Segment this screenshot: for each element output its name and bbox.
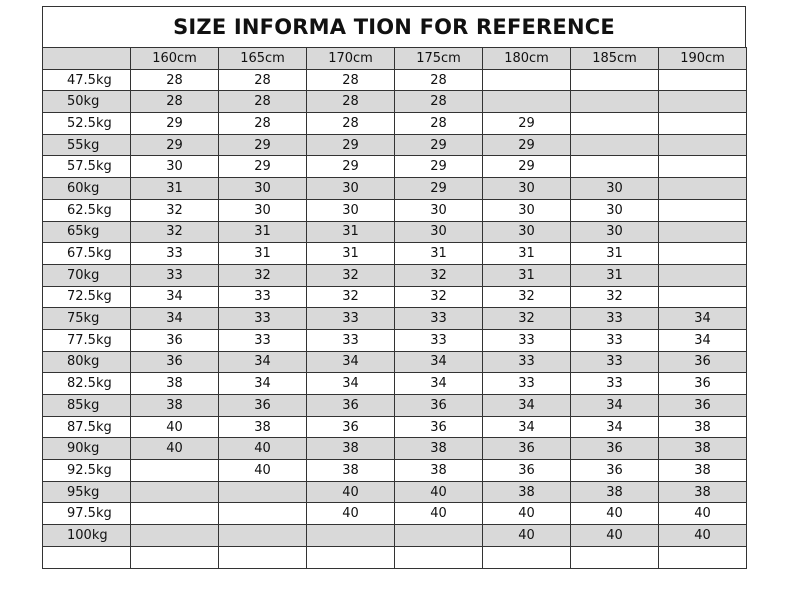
table-row [43, 113, 747, 135]
size-cell: 31 [219, 243, 307, 265]
table-row [43, 373, 747, 395]
table-row [43, 69, 747, 91]
size-cell: 32 [219, 264, 307, 286]
weight-cell: 52.5kg [43, 113, 131, 135]
size-cell: 29 [131, 134, 219, 156]
size-cell: 34 [571, 416, 659, 438]
size-cell [571, 134, 659, 156]
size-cell: 30 [571, 178, 659, 200]
size-cell: 38 [659, 438, 747, 460]
size-cell: 36 [571, 438, 659, 460]
size-cell [571, 113, 659, 135]
size-cell: 30 [571, 199, 659, 221]
size-cell: 34 [131, 286, 219, 308]
size-cell: 29 [395, 156, 483, 178]
size-cell: 28 [395, 69, 483, 91]
table-row [43, 503, 747, 525]
table-row [43, 286, 747, 308]
size-cell [659, 134, 747, 156]
size-cell: 30 [571, 221, 659, 243]
column-header: 180cm [483, 48, 571, 70]
size-cell: 28 [131, 69, 219, 91]
size-cell: 34 [307, 351, 395, 373]
size-cell: 28 [395, 113, 483, 135]
size-cell: 40 [571, 503, 659, 525]
size-cell: 32 [307, 286, 395, 308]
size-cell [571, 156, 659, 178]
size-cell: 33 [483, 329, 571, 351]
size-cell: 31 [219, 221, 307, 243]
size-cell [659, 199, 747, 221]
column-header: 185cm [571, 48, 659, 70]
size-cell: 32 [307, 264, 395, 286]
weight-cell: 62.5kg [43, 199, 131, 221]
weight-cell: 97.5kg [43, 503, 131, 525]
size-cell: 36 [483, 438, 571, 460]
size-cell [659, 91, 747, 113]
size-cell [395, 546, 483, 568]
table-row [43, 438, 747, 460]
size-cell: 33 [395, 308, 483, 330]
size-cell: 36 [395, 416, 483, 438]
size-cell: 32 [395, 264, 483, 286]
size-cell: 31 [483, 243, 571, 265]
page-title: SIZE INFORMA TION FOR REFERENCE [173, 15, 615, 39]
size-cell: 29 [395, 178, 483, 200]
size-cell: 30 [483, 178, 571, 200]
size-cell: 31 [307, 221, 395, 243]
size-cell: 29 [131, 113, 219, 135]
size-cell [483, 91, 571, 113]
weight-cell: 100kg [43, 525, 131, 547]
table-row [43, 525, 747, 547]
table-row [43, 329, 747, 351]
size-cell: 29 [219, 156, 307, 178]
size-cell: 32 [483, 308, 571, 330]
column-header: 170cm [307, 48, 395, 70]
size-cell: 30 [219, 178, 307, 200]
size-cell [571, 546, 659, 568]
size-cell: 38 [219, 416, 307, 438]
size-cell: 28 [219, 91, 307, 113]
size-cell: 34 [483, 395, 571, 417]
size-cell [659, 546, 747, 568]
size-cell: 33 [571, 373, 659, 395]
size-cell: 31 [571, 243, 659, 265]
header-row [43, 48, 747, 70]
size-cell [219, 546, 307, 568]
table-row [43, 264, 747, 286]
size-cell: 30 [483, 221, 571, 243]
size-cell: 33 [219, 286, 307, 308]
size-cell: 29 [483, 113, 571, 135]
weight-cell: 77.5kg [43, 329, 131, 351]
size-cell: 34 [659, 308, 747, 330]
size-cell: 40 [395, 503, 483, 525]
size-cell: 29 [483, 156, 571, 178]
weight-cell: 65kg [43, 221, 131, 243]
table-body [43, 69, 747, 568]
size-cell [307, 546, 395, 568]
size-cell: 34 [659, 329, 747, 351]
size-cell [659, 178, 747, 200]
size-cell [659, 69, 747, 91]
size-cell: 33 [483, 351, 571, 373]
size-cell: 38 [307, 438, 395, 460]
size-cell: 30 [307, 178, 395, 200]
size-cell [659, 156, 747, 178]
size-cell: 31 [131, 178, 219, 200]
size-cell: 34 [219, 373, 307, 395]
table-row [43, 351, 747, 373]
size-cell: 28 [219, 69, 307, 91]
size-cell: 30 [219, 199, 307, 221]
size-cell [659, 243, 747, 265]
weight-cell: 90kg [43, 438, 131, 460]
weight-cell: 55kg [43, 134, 131, 156]
size-cell [219, 525, 307, 547]
size-cell: 33 [483, 373, 571, 395]
size-cell [131, 503, 219, 525]
size-cell: 33 [307, 329, 395, 351]
table-row [43, 156, 747, 178]
size-cell: 33 [571, 308, 659, 330]
size-cell: 36 [659, 395, 747, 417]
weight-cell: 85kg [43, 395, 131, 417]
size-cell: 38 [483, 481, 571, 503]
size-cell: 38 [659, 460, 747, 482]
size-cell [571, 69, 659, 91]
size-cell: 32 [395, 286, 483, 308]
size-cell: 30 [395, 221, 483, 243]
size-cell: 28 [307, 91, 395, 113]
weight-cell: 57.5kg [43, 156, 131, 178]
size-chart [42, 6, 746, 569]
size-cell: 31 [395, 243, 483, 265]
table-row [43, 199, 747, 221]
title-bar [42, 6, 746, 47]
size-cell: 33 [219, 329, 307, 351]
weight-cell: 60kg [43, 178, 131, 200]
weight-cell: 47.5kg [43, 69, 131, 91]
size-cell: 28 [307, 69, 395, 91]
size-cell [659, 264, 747, 286]
size-table [42, 47, 747, 569]
size-cell: 34 [571, 395, 659, 417]
weight-cell: 95kg [43, 481, 131, 503]
table-row [43, 243, 747, 265]
size-cell: 40 [483, 503, 571, 525]
size-cell: 33 [131, 264, 219, 286]
size-cell: 33 [307, 308, 395, 330]
size-cell: 28 [219, 113, 307, 135]
weight-cell: 75kg [43, 308, 131, 330]
size-cell: 38 [571, 481, 659, 503]
weight-cell: 70kg [43, 264, 131, 286]
size-cell: 30 [483, 199, 571, 221]
size-cell: 32 [131, 199, 219, 221]
table-row [43, 395, 747, 417]
weight-cell: 87.5kg [43, 416, 131, 438]
weight-cell: 80kg [43, 351, 131, 373]
size-cell: 38 [307, 460, 395, 482]
size-cell: 34 [131, 308, 219, 330]
size-cell: 40 [307, 503, 395, 525]
size-cell: 38 [395, 438, 483, 460]
size-cell: 33 [395, 329, 483, 351]
size-cell [131, 460, 219, 482]
size-cell [483, 69, 571, 91]
size-cell [219, 503, 307, 525]
size-cell: 31 [571, 264, 659, 286]
size-cell: 29 [307, 134, 395, 156]
size-cell: 33 [571, 329, 659, 351]
table-row [43, 221, 747, 243]
size-cell [571, 91, 659, 113]
table-row [43, 91, 747, 113]
size-cell: 34 [483, 416, 571, 438]
size-cell: 30 [307, 199, 395, 221]
size-cell: 40 [219, 460, 307, 482]
size-cell [659, 221, 747, 243]
table-row [43, 178, 747, 200]
size-cell: 40 [483, 525, 571, 547]
weight-cell: 50kg [43, 91, 131, 113]
size-cell: 29 [395, 134, 483, 156]
size-cell: 40 [307, 481, 395, 503]
size-cell: 36 [659, 373, 747, 395]
table-row [43, 308, 747, 330]
size-cell: 36 [131, 351, 219, 373]
size-cell [307, 525, 395, 547]
size-cell [659, 286, 747, 308]
size-cell: 38 [395, 460, 483, 482]
size-cell: 40 [219, 438, 307, 460]
size-cell: 28 [131, 91, 219, 113]
size-cell: 36 [395, 395, 483, 417]
size-cell: 34 [219, 351, 307, 373]
table-row [43, 460, 747, 482]
size-cell: 28 [307, 113, 395, 135]
size-cell: 36 [483, 460, 571, 482]
size-cell [131, 525, 219, 547]
table-row [43, 416, 747, 438]
size-cell [131, 546, 219, 568]
size-cell: 40 [659, 525, 747, 547]
size-cell: 31 [307, 243, 395, 265]
size-cell [659, 113, 747, 135]
size-cell: 40 [131, 416, 219, 438]
size-cell: 33 [219, 308, 307, 330]
size-cell: 40 [131, 438, 219, 460]
column-header: 190cm [659, 48, 747, 70]
header-corner [43, 48, 131, 70]
weight-cell [43, 546, 131, 568]
size-cell: 40 [395, 481, 483, 503]
size-cell: 33 [131, 243, 219, 265]
size-cell: 36 [307, 395, 395, 417]
size-cell: 40 [659, 503, 747, 525]
weight-cell: 82.5kg [43, 373, 131, 395]
size-cell [395, 525, 483, 547]
size-cell: 36 [131, 329, 219, 351]
size-cell: 38 [131, 395, 219, 417]
size-cell: 38 [659, 416, 747, 438]
size-cell [219, 481, 307, 503]
size-cell [483, 546, 571, 568]
size-cell: 36 [571, 460, 659, 482]
size-cell: 32 [571, 286, 659, 308]
weight-cell: 67.5kg [43, 243, 131, 265]
size-cell: 34 [395, 351, 483, 373]
size-cell: 32 [131, 221, 219, 243]
size-cell: 34 [395, 373, 483, 395]
column-header: 160cm [131, 48, 219, 70]
size-cell: 28 [395, 91, 483, 113]
size-cell: 29 [483, 134, 571, 156]
size-cell: 36 [307, 416, 395, 438]
column-header: 175cm [395, 48, 483, 70]
size-cell: 29 [219, 134, 307, 156]
size-cell [131, 481, 219, 503]
size-cell: 29 [307, 156, 395, 178]
size-cell: 38 [131, 373, 219, 395]
table-row [43, 546, 747, 568]
weight-cell: 72.5kg [43, 286, 131, 308]
size-cell: 31 [483, 264, 571, 286]
weight-cell: 92.5kg [43, 460, 131, 482]
size-cell: 36 [219, 395, 307, 417]
table-row [43, 134, 747, 156]
size-cell: 33 [571, 351, 659, 373]
size-cell: 36 [659, 351, 747, 373]
size-cell: 30 [395, 199, 483, 221]
size-cell: 30 [131, 156, 219, 178]
size-cell: 32 [483, 286, 571, 308]
column-header: 165cm [219, 48, 307, 70]
table-row [43, 481, 747, 503]
size-cell: 40 [571, 525, 659, 547]
size-cell: 34 [307, 373, 395, 395]
size-cell: 38 [659, 481, 747, 503]
